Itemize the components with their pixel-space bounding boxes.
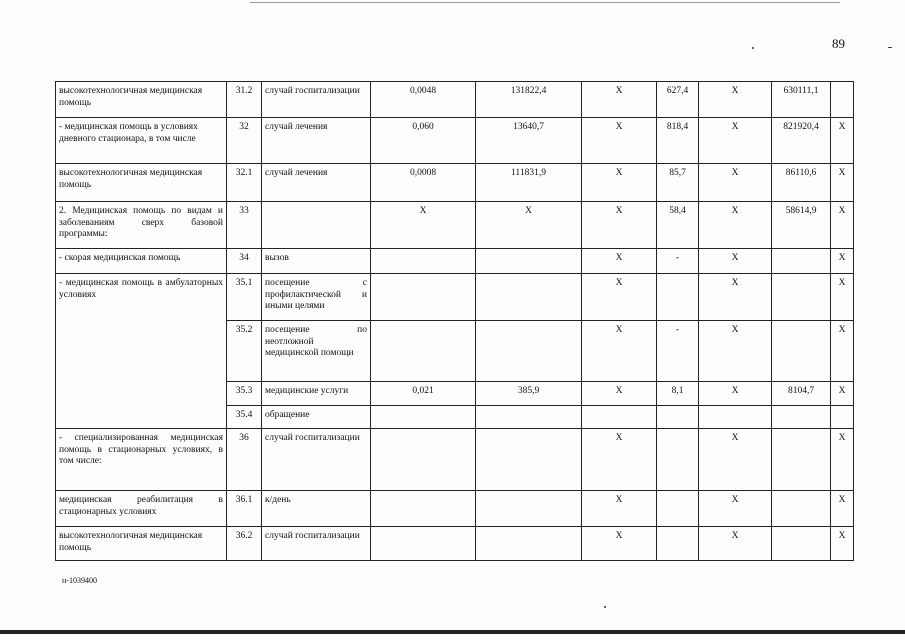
row-unit xyxy=(262,202,371,249)
cell-c5: X xyxy=(699,274,772,321)
scan-speck xyxy=(888,47,892,48)
cell-c7: X xyxy=(831,274,854,321)
cell-cost xyxy=(476,249,582,274)
bottom-rule xyxy=(0,630,905,634)
cell-c3: X xyxy=(582,527,657,561)
table-row xyxy=(56,82,854,118)
cell-c4 xyxy=(657,527,699,561)
row-unit: случай госпитализации xyxy=(262,82,371,118)
cell-c6 xyxy=(772,274,831,321)
cell-c6 xyxy=(772,491,831,527)
row-name: высокотехнологичная медицинская помощь xyxy=(56,164,227,202)
cell-cost xyxy=(476,429,582,491)
cell-c6: 8104,7 xyxy=(772,382,831,406)
cell-volume xyxy=(371,321,476,382)
cell-c7 xyxy=(831,82,854,118)
cell-c7: X xyxy=(831,429,854,491)
cell-c5: X xyxy=(699,382,772,406)
cell-cost: 131822,4 xyxy=(476,82,582,118)
row-number: 36.1 xyxy=(227,491,262,527)
cell-c3: X xyxy=(582,82,657,118)
row-unit: к/день xyxy=(262,491,371,527)
cell-c3: X xyxy=(582,382,657,406)
row-number: 36 xyxy=(227,429,262,491)
row-name: медицинская реабилитация в стационарных условиях xyxy=(56,491,227,527)
cell-volume xyxy=(371,406,476,429)
row-number: 33 xyxy=(227,202,262,249)
row-name: высокотехнологичная медицинская помощь xyxy=(56,527,227,561)
cell-volume: 0,0048 xyxy=(371,82,476,118)
cell-c4: 818,4 xyxy=(657,118,699,164)
cell-c4: 85,7 xyxy=(657,164,699,202)
row-name: - медицинская помощь в условиях дневного стационара, в том числе xyxy=(56,118,227,164)
cell-volume: X xyxy=(371,202,476,249)
cell-c4: - xyxy=(657,321,699,382)
cell-cost: 111831,9 xyxy=(476,164,582,202)
cell-volume xyxy=(371,429,476,491)
cell-c6 xyxy=(772,527,831,561)
cell-c4: 8,1 xyxy=(657,382,699,406)
cell-c5: X xyxy=(699,321,772,382)
cell-cost xyxy=(476,321,582,382)
cell-c3: X xyxy=(582,249,657,274)
cell-cost xyxy=(476,527,582,561)
row-number: 36.2 xyxy=(227,527,262,561)
table-row xyxy=(56,164,854,202)
row-unit: случай госпитализации xyxy=(262,527,371,561)
table-row xyxy=(56,527,854,561)
cell-c4 xyxy=(657,406,699,429)
row-number: 35.2 xyxy=(227,321,262,382)
cell-c7: X xyxy=(831,164,854,202)
cell-volume xyxy=(371,491,476,527)
cell-c4 xyxy=(657,429,699,491)
cell-c3: X xyxy=(582,321,657,382)
row-unit: случай лечения xyxy=(262,118,371,164)
cell-volume xyxy=(371,274,476,321)
cell-c3: X xyxy=(582,118,657,164)
cell-c6: 821920,4 xyxy=(772,118,831,164)
cell-c3: X xyxy=(582,202,657,249)
cell-c4: 58,4 xyxy=(657,202,699,249)
row-name: - специализированная медицинская помощь в стационарных условиях, в том числе: xyxy=(56,429,227,491)
services-table xyxy=(55,81,854,561)
row-number: 32.1 xyxy=(227,164,262,202)
cell-c5: X xyxy=(699,202,772,249)
cell-c7: X xyxy=(831,527,854,561)
cell-c4 xyxy=(657,274,699,321)
scan-speck xyxy=(604,606,606,608)
row-unit: обращение xyxy=(262,406,371,429)
page-number: 89 xyxy=(832,36,845,51)
cell-c6: 86110,6 xyxy=(772,164,831,202)
cell-c4: - xyxy=(657,249,699,274)
cell-c6 xyxy=(772,406,831,429)
row-unit: медицинские услуги xyxy=(262,382,371,406)
cell-c3: X xyxy=(582,491,657,527)
row-name: высокотехнологичная медицинская помощь xyxy=(56,82,227,118)
cell-c7: X xyxy=(831,249,854,274)
cell-cost: 385,9 xyxy=(476,382,582,406)
row-unit: посещение по неотложной медицинской помощи xyxy=(262,321,371,382)
table-row xyxy=(56,202,854,249)
cell-c6: 58614,9 xyxy=(772,202,831,249)
cell-c5: X xyxy=(699,164,772,202)
table-row xyxy=(56,274,854,321)
cell-c7: X xyxy=(831,202,854,249)
row-number: 35.1 xyxy=(227,274,262,321)
cell-c5: X xyxy=(699,82,772,118)
cell-c3 xyxy=(582,406,657,429)
cell-volume: 0,060 xyxy=(371,118,476,164)
row-name: 2. Медицинская помощь по видам и заболеваниям сверх базовой программы: xyxy=(56,202,227,249)
cell-c7: X xyxy=(831,382,854,406)
row-number: 35.3 xyxy=(227,382,262,406)
cell-volume: 0,021 xyxy=(371,382,476,406)
cell-volume xyxy=(371,527,476,561)
cell-c3: X xyxy=(582,164,657,202)
cell-c7 xyxy=(831,406,854,429)
top-rule xyxy=(250,2,840,3)
cell-c5: X xyxy=(699,527,772,561)
row-number: 34 xyxy=(227,249,262,274)
cell-c6 xyxy=(772,429,831,491)
cell-c7: X xyxy=(831,491,854,527)
cell-cost: X xyxy=(476,202,582,249)
cell-c5: X xyxy=(699,429,772,491)
cell-c3: X xyxy=(582,274,657,321)
row-number: 32 xyxy=(227,118,262,164)
cell-c5: X xyxy=(699,249,772,274)
row-number: 31.2 xyxy=(227,82,262,118)
row-name: - медицинская помощь в амбулаторных условиях xyxy=(56,274,227,429)
cell-c5 xyxy=(699,406,772,429)
table-row xyxy=(56,491,854,527)
row-number: 35.4 xyxy=(227,406,262,429)
row-unit: случай лечения xyxy=(262,164,371,202)
cell-c5: X xyxy=(699,118,772,164)
cell-c6 xyxy=(772,249,831,274)
cell-c7: X xyxy=(831,118,854,164)
cell-volume xyxy=(371,249,476,274)
row-unit: посещение с профилактической и иными целями xyxy=(262,274,371,321)
row-name: - скорая медицинская помощь xyxy=(56,249,227,274)
cell-c5: X xyxy=(699,491,772,527)
scan-speck xyxy=(752,47,754,49)
cell-c4 xyxy=(657,491,699,527)
row-unit: случай госпитализации xyxy=(262,429,371,491)
cell-cost xyxy=(476,491,582,527)
cell-c7: X xyxy=(831,321,854,382)
cell-c6 xyxy=(772,321,831,382)
cell-cost: 13640,7 xyxy=(476,118,582,164)
cell-c3: X xyxy=(582,429,657,491)
cell-c4: 627,4 xyxy=(657,82,699,118)
document-code: н-1039400 xyxy=(62,576,97,585)
row-unit: вызов xyxy=(262,249,371,274)
cell-cost xyxy=(476,274,582,321)
cell-cost xyxy=(476,406,582,429)
cell-volume: 0,0008 xyxy=(371,164,476,202)
table-row xyxy=(56,249,854,274)
table-row xyxy=(56,429,854,491)
cell-c6: 630111,1 xyxy=(772,82,831,118)
table-row xyxy=(56,118,854,164)
